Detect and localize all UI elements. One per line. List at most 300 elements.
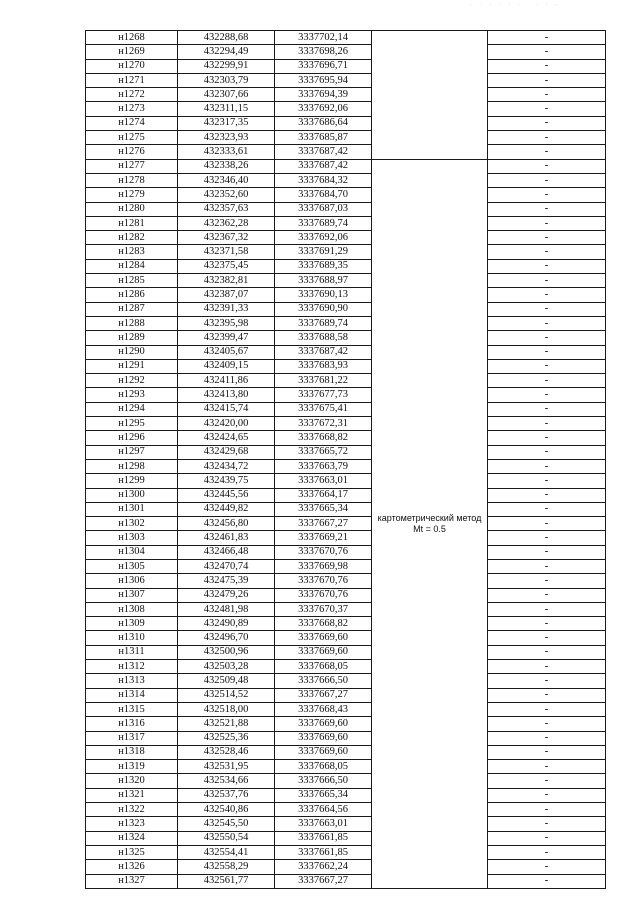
point-id-cell: н1277 bbox=[86, 159, 178, 173]
x-coordinate-cell: 432531,95 bbox=[178, 760, 275, 774]
note-cell: - bbox=[488, 188, 606, 202]
note-cell: - bbox=[488, 316, 606, 330]
note-cell: - bbox=[488, 874, 606, 888]
x-coordinate-cell: 432311,15 bbox=[178, 102, 275, 116]
y-coordinate-cell: 3337667,27 bbox=[275, 688, 372, 702]
note-cell: - bbox=[488, 359, 606, 373]
y-coordinate-cell: 3337690,13 bbox=[275, 288, 372, 302]
point-id-cell: н1327 bbox=[86, 874, 178, 888]
x-coordinate-cell: 432439,75 bbox=[178, 474, 275, 488]
y-coordinate-cell: 3337695,94 bbox=[275, 73, 372, 87]
note-cell: - bbox=[488, 660, 606, 674]
note-cell: - bbox=[488, 502, 606, 516]
x-coordinate-cell: 432424,65 bbox=[178, 431, 275, 445]
table-row bbox=[86, 502, 606, 516]
point-id-cell: н1324 bbox=[86, 831, 178, 845]
method-note-cell-top bbox=[372, 31, 488, 160]
y-coordinate-cell: 3337667,27 bbox=[275, 874, 372, 888]
point-id-cell: н1289 bbox=[86, 331, 178, 345]
table-row bbox=[86, 188, 606, 202]
x-coordinate-cell: 432518,00 bbox=[178, 702, 275, 716]
note-cell: - bbox=[488, 774, 606, 788]
point-id-cell: н1290 bbox=[86, 345, 178, 359]
point-id-cell: н1306 bbox=[86, 574, 178, 588]
table-row bbox=[86, 488, 606, 502]
x-coordinate-cell: 432420,00 bbox=[178, 417, 275, 431]
point-id-cell: н1271 bbox=[86, 73, 178, 87]
y-coordinate-cell: 3337666,50 bbox=[275, 774, 372, 788]
table-row bbox=[86, 345, 606, 359]
x-coordinate-cell: 432391,33 bbox=[178, 302, 275, 316]
point-id-cell: н1325 bbox=[86, 845, 178, 859]
table-row bbox=[86, 59, 606, 73]
x-coordinate-cell: 432503,28 bbox=[178, 660, 275, 674]
table-row bbox=[86, 774, 606, 788]
table-row bbox=[86, 288, 606, 302]
point-id-cell: н1313 bbox=[86, 674, 178, 688]
note-cell: - bbox=[488, 817, 606, 831]
point-id-cell: н1269 bbox=[86, 45, 178, 59]
y-coordinate-cell: 3337669,60 bbox=[275, 745, 372, 759]
note-cell: - bbox=[488, 688, 606, 702]
table-row bbox=[86, 674, 606, 688]
point-id-cell: н1292 bbox=[86, 374, 178, 388]
x-coordinate-cell: 432317,35 bbox=[178, 116, 275, 130]
point-id-cell: н1291 bbox=[86, 359, 178, 373]
point-id-cell: н1309 bbox=[86, 617, 178, 631]
x-coordinate-cell: 432357,63 bbox=[178, 202, 275, 216]
point-id-cell: н1288 bbox=[86, 316, 178, 330]
y-coordinate-cell: 3337665,34 bbox=[275, 788, 372, 802]
table-row bbox=[86, 688, 606, 702]
y-coordinate-cell: 3337661,85 bbox=[275, 831, 372, 845]
method-note-cell: картометрический метод Mt = 0.5 bbox=[372, 159, 488, 888]
table-row bbox=[86, 245, 606, 259]
x-coordinate-cell: 432534,66 bbox=[178, 774, 275, 788]
y-coordinate-cell: 3337668,82 bbox=[275, 431, 372, 445]
y-coordinate-cell: 3337663,01 bbox=[275, 474, 372, 488]
table-row bbox=[86, 417, 606, 431]
point-id-cell: н1321 bbox=[86, 788, 178, 802]
y-coordinate-cell: 3337669,60 bbox=[275, 645, 372, 659]
point-id-cell: н1322 bbox=[86, 803, 178, 817]
table-row bbox=[86, 73, 606, 87]
table-row bbox=[86, 831, 606, 845]
table-row bbox=[86, 474, 606, 488]
x-coordinate-cell: 432550,54 bbox=[178, 831, 275, 845]
x-coordinate-cell: 432475,39 bbox=[178, 574, 275, 588]
note-cell: - bbox=[488, 259, 606, 273]
note-cell: - bbox=[488, 302, 606, 316]
x-coordinate-cell: 432409,15 bbox=[178, 359, 275, 373]
note-cell: - bbox=[488, 173, 606, 187]
table-row bbox=[86, 131, 606, 145]
x-coordinate-cell: 432496,70 bbox=[178, 631, 275, 645]
point-id-cell: н1293 bbox=[86, 388, 178, 402]
point-id-cell: н1302 bbox=[86, 517, 178, 531]
y-coordinate-cell: 3337669,98 bbox=[275, 559, 372, 573]
y-coordinate-cell: 3337688,97 bbox=[275, 274, 372, 288]
x-coordinate-cell: 432500,96 bbox=[178, 645, 275, 659]
note-cell: - bbox=[488, 116, 606, 130]
note-cell: - bbox=[488, 760, 606, 774]
y-coordinate-cell: 3337665,34 bbox=[275, 502, 372, 516]
y-coordinate-cell: 3337698,26 bbox=[275, 45, 372, 59]
y-coordinate-cell: 3337666,50 bbox=[275, 674, 372, 688]
table-row bbox=[86, 259, 606, 273]
note-cell: - bbox=[488, 488, 606, 502]
x-coordinate-cell: 432445,56 bbox=[178, 488, 275, 502]
y-coordinate-cell: 3337675,41 bbox=[275, 402, 372, 416]
x-coordinate-cell: 432375,45 bbox=[178, 259, 275, 273]
point-id-cell: н1319 bbox=[86, 760, 178, 774]
table-row bbox=[86, 302, 606, 316]
note-cell: - bbox=[488, 717, 606, 731]
point-id-cell: н1320 bbox=[86, 774, 178, 788]
note-cell: - bbox=[488, 45, 606, 59]
point-id-cell: н1268 bbox=[86, 31, 178, 45]
table-row bbox=[86, 645, 606, 659]
x-coordinate-cell: 432338,26 bbox=[178, 159, 275, 173]
y-coordinate-cell: 3337687,42 bbox=[275, 159, 372, 173]
x-coordinate-cell: 432554,41 bbox=[178, 845, 275, 859]
x-coordinate-cell: 432479,26 bbox=[178, 588, 275, 602]
y-coordinate-cell: 3337665,72 bbox=[275, 445, 372, 459]
point-id-cell: н1297 bbox=[86, 445, 178, 459]
point-id-cell: н1278 bbox=[86, 173, 178, 187]
table-row bbox=[86, 388, 606, 402]
note-cell: - bbox=[488, 803, 606, 817]
y-coordinate-cell: 3337687,42 bbox=[275, 145, 372, 159]
note-cell: - bbox=[488, 288, 606, 302]
point-id-cell: н1272 bbox=[86, 88, 178, 102]
note-cell: - bbox=[488, 274, 606, 288]
point-id-cell: н1299 bbox=[86, 474, 178, 488]
point-id-cell: н1298 bbox=[86, 459, 178, 473]
table-row bbox=[86, 559, 606, 573]
y-coordinate-cell: 3337669,21 bbox=[275, 531, 372, 545]
note-cell: - bbox=[488, 388, 606, 402]
y-coordinate-cell: 3337684,32 bbox=[275, 173, 372, 187]
note-cell: - bbox=[488, 559, 606, 573]
note-cell: - bbox=[488, 674, 606, 688]
y-coordinate-cell: 3337663,79 bbox=[275, 459, 372, 473]
note-cell: - bbox=[488, 216, 606, 230]
note-cell: - bbox=[488, 645, 606, 659]
x-coordinate-cell: 432307,66 bbox=[178, 88, 275, 102]
point-id-cell: н1273 bbox=[86, 102, 178, 116]
table-row bbox=[86, 517, 606, 531]
x-coordinate-cell: 432490,89 bbox=[178, 617, 275, 631]
x-coordinate-cell: 432294,49 bbox=[178, 45, 275, 59]
point-id-cell: н1295 bbox=[86, 417, 178, 431]
x-coordinate-cell: 432540,86 bbox=[178, 803, 275, 817]
point-id-cell: н1270 bbox=[86, 59, 178, 73]
table-row bbox=[86, 860, 606, 874]
y-coordinate-cell: 3337668,82 bbox=[275, 617, 372, 631]
x-coordinate-cell: 432288,68 bbox=[178, 31, 275, 45]
table-row bbox=[86, 316, 606, 330]
note-cell: - bbox=[488, 588, 606, 602]
table-row bbox=[86, 231, 606, 245]
y-coordinate-cell: 3337686,64 bbox=[275, 116, 372, 130]
table-row bbox=[86, 374, 606, 388]
table-row bbox=[86, 45, 606, 59]
table-row bbox=[86, 845, 606, 859]
note-cell: - bbox=[488, 545, 606, 559]
x-coordinate-cell: 432411,86 bbox=[178, 374, 275, 388]
note-cell: - bbox=[488, 517, 606, 531]
note-cell: - bbox=[488, 602, 606, 616]
y-coordinate-cell: 3337683,93 bbox=[275, 359, 372, 373]
y-coordinate-cell: 3337667,27 bbox=[275, 517, 372, 531]
scan-artifact: - - - · - - · - - - bbox=[470, 3, 561, 7]
y-coordinate-cell: 3337664,56 bbox=[275, 803, 372, 817]
note-cell: - bbox=[488, 631, 606, 645]
point-id-cell: н1315 bbox=[86, 702, 178, 716]
table-row bbox=[86, 803, 606, 817]
point-id-cell: н1304 bbox=[86, 545, 178, 559]
x-coordinate-cell: 432387,07 bbox=[178, 288, 275, 302]
point-id-cell: н1294 bbox=[86, 402, 178, 416]
table-row bbox=[86, 173, 606, 187]
table-row bbox=[86, 116, 606, 130]
y-coordinate-cell: 3337681,22 bbox=[275, 374, 372, 388]
x-coordinate-cell: 432352,60 bbox=[178, 188, 275, 202]
table-row bbox=[86, 702, 606, 716]
x-coordinate-cell: 432558,29 bbox=[178, 860, 275, 874]
x-coordinate-cell: 432461,83 bbox=[178, 531, 275, 545]
point-id-cell: н1305 bbox=[86, 559, 178, 573]
note-cell: - bbox=[488, 88, 606, 102]
table-row bbox=[86, 88, 606, 102]
table-row bbox=[86, 574, 606, 588]
point-id-cell: н1296 bbox=[86, 431, 178, 445]
point-id-cell: н1308 bbox=[86, 602, 178, 616]
note-cell: - bbox=[488, 131, 606, 145]
point-id-cell: н1311 bbox=[86, 645, 178, 659]
note-cell: - bbox=[488, 459, 606, 473]
y-coordinate-cell: 3337692,06 bbox=[275, 231, 372, 245]
point-id-cell: н1317 bbox=[86, 731, 178, 745]
note-cell: - bbox=[488, 73, 606, 87]
note-cell: - bbox=[488, 745, 606, 759]
x-coordinate-cell: 432525,36 bbox=[178, 731, 275, 745]
coordinates-table bbox=[85, 30, 606, 889]
point-id-cell: н1279 bbox=[86, 188, 178, 202]
y-coordinate-cell: 3337677,73 bbox=[275, 388, 372, 402]
note-cell: - bbox=[488, 417, 606, 431]
coordinates-table-body bbox=[86, 31, 606, 889]
table-row bbox=[86, 717, 606, 731]
x-coordinate-cell: 432346,40 bbox=[178, 173, 275, 187]
note-cell: - bbox=[488, 159, 606, 173]
point-id-cell: н1326 bbox=[86, 860, 178, 874]
x-coordinate-cell: 432413,80 bbox=[178, 388, 275, 402]
y-coordinate-cell: 3337670,76 bbox=[275, 588, 372, 602]
note-cell: - bbox=[488, 831, 606, 845]
table-row bbox=[86, 545, 606, 559]
point-id-cell: н1285 bbox=[86, 274, 178, 288]
table-row bbox=[86, 216, 606, 230]
point-id-cell: н1276 bbox=[86, 145, 178, 159]
table-row bbox=[86, 102, 606, 116]
table-row bbox=[86, 145, 606, 159]
point-id-cell: н1303 bbox=[86, 531, 178, 545]
table-row bbox=[86, 602, 606, 616]
table-row bbox=[86, 531, 606, 545]
note-cell: - bbox=[488, 474, 606, 488]
y-coordinate-cell: 3337689,74 bbox=[275, 216, 372, 230]
x-coordinate-cell: 432371,58 bbox=[178, 245, 275, 259]
table-row bbox=[86, 745, 606, 759]
x-coordinate-cell: 432466,48 bbox=[178, 545, 275, 559]
y-coordinate-cell: 3337685,87 bbox=[275, 131, 372, 145]
x-coordinate-cell: 432405,67 bbox=[178, 345, 275, 359]
y-coordinate-cell: 3337668,43 bbox=[275, 702, 372, 716]
note-cell: - bbox=[488, 445, 606, 459]
x-coordinate-cell: 432528,46 bbox=[178, 745, 275, 759]
table-row bbox=[86, 431, 606, 445]
point-id-cell: н1286 bbox=[86, 288, 178, 302]
point-id-cell: н1301 bbox=[86, 502, 178, 516]
table-row bbox=[86, 788, 606, 802]
point-id-cell: н1275 bbox=[86, 131, 178, 145]
note-cell: - bbox=[488, 402, 606, 416]
x-coordinate-cell: 432545,50 bbox=[178, 817, 275, 831]
x-coordinate-cell: 432456,80 bbox=[178, 517, 275, 531]
x-coordinate-cell: 432449,82 bbox=[178, 502, 275, 516]
y-coordinate-cell: 3337690,90 bbox=[275, 302, 372, 316]
x-coordinate-cell: 432509,48 bbox=[178, 674, 275, 688]
note-cell: - bbox=[488, 731, 606, 745]
x-coordinate-cell: 432429,68 bbox=[178, 445, 275, 459]
table-row bbox=[86, 402, 606, 416]
note-cell: - bbox=[488, 345, 606, 359]
note-cell: - bbox=[488, 102, 606, 116]
note-cell: - bbox=[488, 702, 606, 716]
point-id-cell: н1323 bbox=[86, 817, 178, 831]
x-coordinate-cell: 432323,93 bbox=[178, 131, 275, 145]
y-coordinate-cell: 3337663,01 bbox=[275, 817, 372, 831]
y-coordinate-cell: 3337688,58 bbox=[275, 331, 372, 345]
y-coordinate-cell: 3337692,06 bbox=[275, 102, 372, 116]
point-id-cell: н1283 bbox=[86, 245, 178, 259]
y-coordinate-cell: 3337662,24 bbox=[275, 860, 372, 874]
point-id-cell: н1316 bbox=[86, 717, 178, 731]
y-coordinate-cell: 3337670,37 bbox=[275, 602, 372, 616]
point-id-cell: н1307 bbox=[86, 588, 178, 602]
table-row bbox=[86, 459, 606, 473]
note-cell: - bbox=[488, 860, 606, 874]
x-coordinate-cell: 432299,91 bbox=[178, 59, 275, 73]
table-row bbox=[86, 588, 606, 602]
table-row bbox=[86, 202, 606, 216]
x-coordinate-cell: 432521,88 bbox=[178, 717, 275, 731]
point-id-cell: н1287 bbox=[86, 302, 178, 316]
x-coordinate-cell: 432395,98 bbox=[178, 316, 275, 330]
note-cell: - bbox=[488, 245, 606, 259]
y-coordinate-cell: 3337668,05 bbox=[275, 660, 372, 674]
note-cell: - bbox=[488, 431, 606, 445]
point-id-cell: н1281 bbox=[86, 216, 178, 230]
table-row bbox=[86, 617, 606, 631]
x-coordinate-cell: 432514,52 bbox=[178, 688, 275, 702]
table-row bbox=[86, 731, 606, 745]
x-coordinate-cell: 432362,28 bbox=[178, 216, 275, 230]
table-row bbox=[86, 159, 606, 173]
table-row bbox=[86, 760, 606, 774]
x-coordinate-cell: 432561,77 bbox=[178, 874, 275, 888]
y-coordinate-cell: 3337669,60 bbox=[275, 731, 372, 745]
y-coordinate-cell: 3337696,71 bbox=[275, 59, 372, 73]
point-id-cell: н1312 bbox=[86, 660, 178, 674]
table-row bbox=[86, 31, 606, 45]
note-cell: - bbox=[488, 145, 606, 159]
y-coordinate-cell: 3337687,03 bbox=[275, 202, 372, 216]
y-coordinate-cell: 3337684,70 bbox=[275, 188, 372, 202]
table-row bbox=[86, 874, 606, 888]
point-id-cell: н1310 bbox=[86, 631, 178, 645]
x-coordinate-cell: 432333,61 bbox=[178, 145, 275, 159]
table-row bbox=[86, 631, 606, 645]
point-id-cell: н1280 bbox=[86, 202, 178, 216]
point-id-cell: н1284 bbox=[86, 259, 178, 273]
note-cell: - bbox=[488, 374, 606, 388]
x-coordinate-cell: 432434,72 bbox=[178, 459, 275, 473]
y-coordinate-cell: 3337672,31 bbox=[275, 417, 372, 431]
y-coordinate-cell: 3337670,76 bbox=[275, 545, 372, 559]
note-cell: - bbox=[488, 788, 606, 802]
y-coordinate-cell: 3337702,14 bbox=[275, 31, 372, 45]
point-id-cell: н1274 bbox=[86, 116, 178, 130]
table-row bbox=[86, 331, 606, 345]
x-coordinate-cell: 432481,98 bbox=[178, 602, 275, 616]
x-coordinate-cell: 432399,47 bbox=[178, 331, 275, 345]
point-id-cell: н1318 bbox=[86, 745, 178, 759]
table-row bbox=[86, 660, 606, 674]
y-coordinate-cell: 3337689,74 bbox=[275, 316, 372, 330]
y-coordinate-cell: 3337669,60 bbox=[275, 631, 372, 645]
table-row bbox=[86, 274, 606, 288]
note-cell: - bbox=[488, 845, 606, 859]
x-coordinate-cell: 432382,81 bbox=[178, 274, 275, 288]
note-cell: - bbox=[488, 31, 606, 45]
table-row bbox=[86, 445, 606, 459]
x-coordinate-cell: 432303,79 bbox=[178, 73, 275, 87]
note-cell: - bbox=[488, 574, 606, 588]
y-coordinate-cell: 3337689,35 bbox=[275, 259, 372, 273]
note-cell: - bbox=[488, 617, 606, 631]
y-coordinate-cell: 3337687,42 bbox=[275, 345, 372, 359]
y-coordinate-cell: 3337669,60 bbox=[275, 717, 372, 731]
y-coordinate-cell: 3337668,05 bbox=[275, 760, 372, 774]
y-coordinate-cell: 3337670,76 bbox=[275, 574, 372, 588]
point-id-cell: н1300 bbox=[86, 488, 178, 502]
note-cell: - bbox=[488, 231, 606, 245]
x-coordinate-cell: 432367,32 bbox=[178, 231, 275, 245]
x-coordinate-cell: 432415,74 bbox=[178, 402, 275, 416]
table-row bbox=[86, 359, 606, 373]
note-cell: - bbox=[488, 202, 606, 216]
point-id-cell: н1314 bbox=[86, 688, 178, 702]
note-cell: - bbox=[488, 531, 606, 545]
y-coordinate-cell: 3337694,39 bbox=[275, 88, 372, 102]
x-coordinate-cell: 432537,76 bbox=[178, 788, 275, 802]
y-coordinate-cell: 3337664,17 bbox=[275, 488, 372, 502]
x-coordinate-cell: 432470,74 bbox=[178, 559, 275, 573]
note-cell: - bbox=[488, 59, 606, 73]
